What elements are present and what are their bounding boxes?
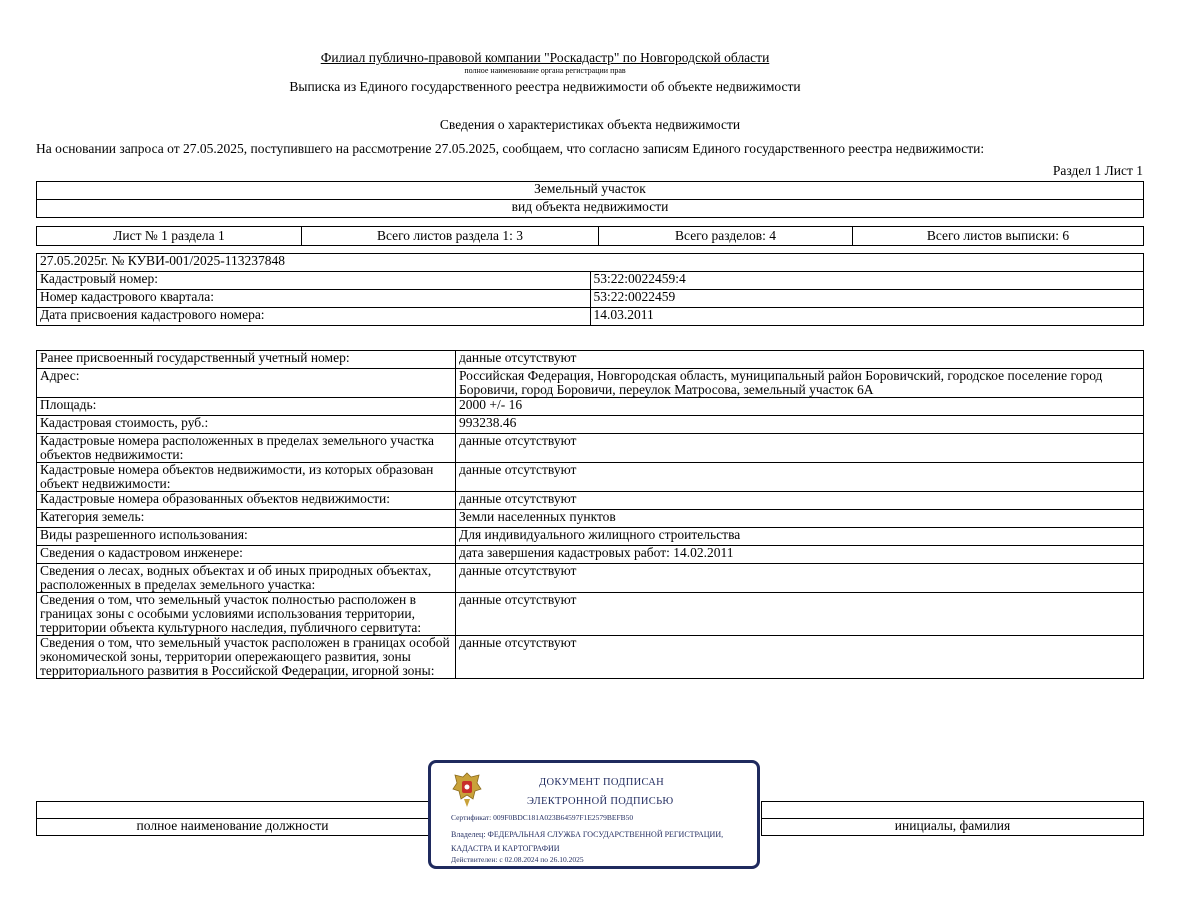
- stamp-certificate: Сертификат: 009F0BDC181A023B64597F1E2579BEFB50: [451, 813, 634, 822]
- row-label: Кадастровый номер:: [37, 272, 591, 290]
- detail-value: данные отсутствуют: [456, 636, 1144, 679]
- detail-label: Кадастровые номера образованных объектов недвижимости:: [37, 492, 456, 510]
- detail-value: данные отсутствуют: [456, 351, 1144, 369]
- detail-value: 993238.46: [456, 416, 1144, 434]
- record-table: [36, 253, 1144, 326]
- detail-label: Ранее присвоенный государственный учетный номер:: [37, 351, 456, 369]
- name-caption: инициалы, фамилия: [762, 819, 1144, 836]
- section-sheet-label: Раздел 1 Лист 1: [1052, 163, 1143, 178]
- detail-value: данные отсутствуют: [456, 463, 1144, 492]
- detail-label: Сведения о кадастровом инженере:: [37, 546, 456, 564]
- detail-label: Сведения о том, что земельный участок полностью расположен в границах зоны с особыми условиями использования территории, территории объекта культурного наследия, публичного сервитута:: [37, 593, 456, 636]
- total-sheets-section: Всего листов раздела 1: 3: [302, 227, 599, 246]
- record-number: 27.05.2025г. № КУВИ-001/2025-113237848: [37, 254, 1144, 272]
- detail-value: данные отсутствуют: [456, 434, 1144, 463]
- position-caption: полное наименование должности: [37, 819, 429, 836]
- electronic-signature-stamp: [428, 760, 760, 869]
- details-table: [36, 350, 1144, 679]
- detail-value: данные отсутствуют: [456, 492, 1144, 510]
- detail-label: Площадь:: [37, 398, 456, 416]
- organization-name: Филиал публично-правовой компании "Роскадастр" по Новгородской области: [320, 50, 770, 65]
- stamp-line1: ДОКУМЕНТ ПОДПИСАН: [539, 777, 665, 788]
- detail-value: Для индивидуального жилищного строительства: [456, 528, 1144, 546]
- row-value: 14.03.2011: [590, 308, 1144, 326]
- total-sheets: Всего листов выписки: 6: [853, 227, 1144, 246]
- name-cell: [762, 802, 1144, 819]
- organization-caption: полное наименование органа регистрации прав: [464, 66, 626, 75]
- document-title: Выписка из Единого государственного реестра недвижимости об объекте недвижимости: [289, 79, 801, 94]
- row-value: 53:22:0022459: [590, 290, 1144, 308]
- detail-value: данные отсутствуют: [456, 564, 1144, 593]
- detail-label: Сведения о лесах, водных объектах и об иных природных объектах, расположенных в пределах земельного участка:: [37, 564, 456, 593]
- detail-label: Сведения о том, что земельный участок расположен в границах особой экономической зоны, территории опережающего развития, зоны территориального развития в Российской Федерации, игорной зоны:: [37, 636, 456, 679]
- basis-text: На основании запроса от 27.05.2025, поступившего на рассмотрение 27.05.2025, сообщаем, что согласно записям Единого государственного реестра недвижимости:: [36, 141, 985, 156]
- detail-value: 2000 +/- 16: [456, 398, 1144, 416]
- detail-value: Земли населенных пунктов: [456, 510, 1144, 528]
- total-sections: Всего разделов: 4: [599, 227, 853, 246]
- object-type: Земельный участок: [37, 182, 1144, 200]
- row-label: Дата присвоения кадастрового номера:: [37, 308, 591, 326]
- detail-value: данные отсутствуют: [456, 593, 1144, 636]
- detail-label: Кадастровая стоимость, руб.:: [37, 416, 456, 434]
- position-cell: [37, 802, 429, 819]
- info-title: Сведения о характеристиках объекта недвижимости: [439, 117, 741, 132]
- object-type-caption: вид объекта недвижимости: [37, 200, 1144, 218]
- detail-label: Виды разрешенного использования:: [37, 528, 456, 546]
- detail-label: Кадастровые номера объектов недвижимости, из которых образован объект недвижимости:: [37, 463, 456, 492]
- detail-value: дата завершения кадастровых работ: 14.02.2011: [456, 546, 1144, 564]
- stamp-line2: ЭЛЕКТРОННОЙ ПОДПИСЬЮ: [527, 796, 674, 807]
- row-label: Номер кадастрового квартала:: [37, 290, 591, 308]
- stamp-owner: Владелец: ФЕДЕРАЛЬНАЯ СЛУЖБА ГОСУДАРСТВЕННОЙ РЕГИСТРАЦИИ, КАДАСТРА И КАРТОГРАФИИ: [451, 830, 724, 853]
- detail-label: Адрес:: [37, 369, 456, 398]
- detail-label: Кадастровые номера расположенных в пределах земельного участка объектов недвижимости:: [37, 434, 456, 463]
- coat-of-arms-icon: [451, 769, 483, 809]
- sheets-table: [36, 226, 1144, 246]
- object-type-table: [36, 181, 1144, 218]
- sheet-number: Лист № 1 раздела 1: [37, 227, 302, 246]
- stamp-valid: Действителен: с 02.08.2024 по 26.10.2025: [451, 855, 584, 864]
- detail-label: Категория земель:: [37, 510, 456, 528]
- detail-value: Российская Федерация, Новгородская область, муниципальный район Боровичский, городское поселение город Боровичи, город Боровичи, переулок Матросова, земельный участок 6А: [456, 369, 1144, 398]
- row-value: 53:22:0022459:4: [590, 272, 1144, 290]
